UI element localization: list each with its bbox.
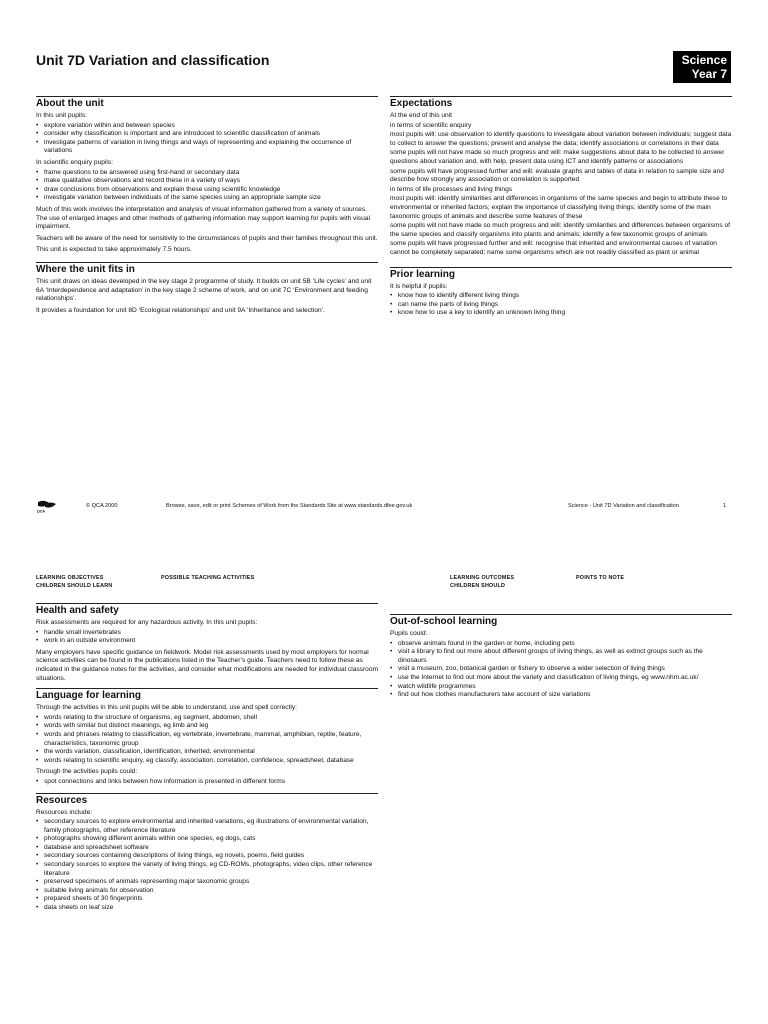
- left-column-page1: [36, 96, 378, 318]
- list-item: • work in an outside environment: [36, 637, 378, 646]
- section-rule: [36, 96, 378, 97]
- column-heading-activities: POSSIBLE TEACHING ACTIVITIES: [161, 575, 255, 581]
- expectation-item: some pupils will not have made so much progress and will: identify similarities and differences between organisms of the same species and classify organisms into plants and animals; identify a few taxonomic groups of animals: [390, 222, 730, 238]
- expectations-subheading: in terms of scientific enquiry: [390, 121, 472, 129]
- section-rule: [36, 262, 378, 263]
- list-item: • draw conclusions from observations and explain these using scientific knowledge: [36, 186, 378, 195]
- column-heading-objectives: [36, 574, 112, 590]
- about-paragraph: This unit is expected to take approximately 7.5 hours.: [36, 246, 192, 254]
- list-item: • can name the parts of living things: [390, 301, 732, 310]
- resources-list: [36, 818, 378, 913]
- expectation-item: some pupils will have progressed further and will: evaluate graphs and tables of data in relation to sample size and describe how strongly any association or correlation is supported: [390, 167, 724, 184]
- outofschool-intro: Pupils could:: [390, 630, 428, 637]
- language-heading: Language for learning: [36, 690, 142, 702]
- where-paragraph: This unit draws on ideas developed in the key stage 2 programme of study. It builds on unit 5B ‘Life cycles’ and unit 6A ‘Interdependence and adaptation’ in the key stage 2 scheme of work, and on unit 7C ‘Environment and feeding relationships’.: [36, 277, 372, 303]
- prior-intro: It is helpful if pupils:: [390, 282, 448, 290]
- health-heading: Health and safety: [36, 605, 119, 616]
- list-item: • investigate patterns of variation in living things and ways of representing and explaining the occurrence of variations: [36, 139, 378, 156]
- about-paragraph: Teachers will be aware of the need for sensitivity to the circumstances of pupils and their families throughout this unit.: [36, 234, 378, 242]
- where-paragraph: It provides a foundation for unit 8D ‘Ecological relationships’ and unit 9A ‘Inheritance and selection’.: [36, 306, 325, 314]
- section-rule: [390, 96, 732, 97]
- about-enquiry-list: [36, 169, 378, 203]
- list-item: • words relating to scientific enquiry, eg classify, association, correlation, confidence, spreadsheet, database: [36, 757, 378, 766]
- list-item: • preserved specimens of animals representing major taxonomic groups: [36, 878, 378, 887]
- list-item: • explore variation within and between species: [36, 122, 378, 131]
- health-list: [36, 629, 378, 646]
- section-rule: [390, 614, 732, 615]
- list-item: • words relating to the structure of organisms, eg segment, abdomen, shell: [36, 714, 378, 723]
- list-item: • observe animals found in the garden or home, including pets: [390, 640, 732, 649]
- column-heading-line: CHILDREN SHOULD LEARN: [36, 583, 113, 589]
- list-item: • words with similar but distinct meanings, eg limb and leg: [36, 722, 378, 731]
- about-intro: In this unit pupils:: [36, 112, 87, 119]
- page-footer: [36, 500, 732, 514]
- prior-heading: Prior learning: [390, 268, 456, 280]
- column-heading-line: LEARNING OBJECTIVES: [36, 575, 104, 581]
- where-heading: Where the unit fits in: [36, 263, 135, 275]
- list-item: • data sheets on leaf size: [36, 904, 378, 913]
- about-paragraph: Much of this work involves the interpretation and analysis of visual information gathered from a variety of sources. The use of enlarged images and other methods of gathering information may support learning for pupils with visual impairment.: [36, 205, 370, 231]
- expectation-item: most pupils will: use observation to identify questions to investigate about variation between individuals; suggest data to collect to answer the questions; present and analyse the data; identify associations or correlations in their data: [390, 131, 732, 147]
- list-item: • consider why classification is important and are introduced to scientific classification of animals: [36, 130, 378, 139]
- list-item: • suitable living animals for observation: [36, 887, 378, 896]
- health-paragraph: Many employers have specific guidance on fieldwork. Model risk assessments used by most employers for normal science activities can be found in the publications listed in the Teacher’s guide. Teachers need to follow these as indicated in the guidance notes for the activities, and consider what modifications are needed for individual classroom situations.: [36, 648, 378, 682]
- qca-logo-icon: [36, 500, 58, 513]
- expectation-item: most pupils will: identify similarities and differences in organisms of the same species and begin to attribute these to environmental or inherited factors; explain the importance of classifying living things; identify some of the main taxonomic groups of animals and describe some features of these: [390, 195, 728, 220]
- expectations-subheading: in terms of life processes and living things: [390, 185, 513, 193]
- page-title: Unit 7D Variation and classification: [36, 52, 270, 68]
- section-rule: [36, 688, 378, 689]
- list-item: • know how to identify different living things: [390, 292, 732, 301]
- svg-text:QCA: QCA: [37, 509, 45, 513]
- list-item: • words and phrases relating to classification, eg vertebrate, invertebrate, mammal, amphibian, reptile, feature, characteristics, taxonomic group: [36, 731, 378, 748]
- list-item: • database and spreadsheet software: [36, 844, 378, 853]
- footer-unit-title: Science - Unit 7D Variation and classification: [568, 503, 679, 509]
- language-intro: Through the activities in this unit pupils will be able to understand, use and spell correctly:: [36, 704, 297, 712]
- list-item: • use the Internet to find out more about the variety and classification of living things, eg www.nhm.ac.uk/: [390, 674, 732, 683]
- about-enquiry-intro: In scientific enquiry pupils:: [36, 158, 113, 166]
- prior-list: [390, 292, 732, 318]
- outofschool-heading: Out-of-school learning: [390, 616, 498, 627]
- section-rule: [390, 267, 732, 268]
- list-item: • watch wildlife programmes: [390, 683, 732, 692]
- list-item: • frame questions to be answered using first-hand or secondary data: [36, 169, 378, 178]
- expectation-item: some pupils will have progressed further and will: recognise that inherited and environmental causes of variation cannot be completely separated; name some organisms which are not readily classified as plant or animal: [390, 240, 717, 256]
- list-item: • investigate variation between individuals of the same species using an appropriate sample size: [36, 194, 378, 203]
- list-item: • secondary sources containing descriptions of living things, eg novels, poems, field guides: [36, 852, 378, 861]
- subject-badge: [673, 51, 731, 83]
- resources-intro: Resources include:: [36, 808, 93, 816]
- expectations-intro: At the end of this unit: [390, 112, 452, 119]
- right-column-page1: [390, 96, 732, 321]
- footer-page-number: 1: [723, 503, 727, 509]
- list-item: • secondary sources to explore the variety of living things, eg CD-ROMs, photographs, video clips, other reference literature: [36, 861, 378, 878]
- expectation-item: some pupils will not have made so much progress and will: make suggestions about data to be collected to answer questions about variation and, with help, present data using ICT and identify patterns or associations: [390, 149, 725, 165]
- column-heading-outcomes: [450, 574, 514, 590]
- column-heading-line: LEARNING OUTCOMES: [450, 575, 515, 581]
- language-intro2: Through the activities pupils could:: [36, 768, 138, 776]
- column-heading-points: POINTS TO NOTE: [576, 575, 625, 581]
- list-item: • the words variation, classification, identification, inherited, environmental: [36, 748, 378, 757]
- list-item: • know how to use a key to identify an unknown living thing: [390, 309, 732, 318]
- list-item: • prepared sheets of 30 fingerprints: [36, 895, 378, 904]
- column-heading-line: CHILDREN SHOULD: [450, 583, 506, 589]
- badge-subject: Science: [681, 53, 727, 67]
- health-intro: Risk assessments are required for any hazardous activity. In this unit pupils:: [36, 619, 258, 626]
- section-rule: [36, 793, 378, 794]
- language-list: [36, 714, 378, 766]
- footer-copyright: © QCA 2000: [86, 503, 118, 509]
- footer-browse-text: Browse, save, edit or print Schemes of Work from the Standards Site at www.standards.dfee.gov.uk: [166, 503, 413, 509]
- badge-year: Year 7: [691, 67, 727, 81]
- resources-heading: Resources: [36, 794, 88, 806]
- section-rule: [36, 603, 378, 604]
- list-item: • visit a museum, zoo, botanical garden or fishery to observe a wider selection of living things: [390, 665, 732, 674]
- language-list2: [36, 778, 378, 787]
- list-item: • find out how clothes manufacturers take account of size variations: [390, 691, 732, 700]
- right-column-page2: [390, 614, 732, 703]
- outofschool-list: [390, 640, 732, 700]
- list-item: • handle small invertebrates: [36, 629, 378, 638]
- list-item: • photographs showing different animals within one species, eg dogs, cats: [36, 835, 378, 844]
- list-item: • make qualitative observations and record these in a variety of ways: [36, 177, 378, 186]
- list-item: • spot connections and links between how information is presented in different forms: [36, 778, 378, 787]
- left-column-page2: [36, 603, 378, 916]
- list-item: • visit a library to find out more about different groups of living things, as well as extinct groups such as the dinosaurs: [390, 648, 732, 665]
- list-item: • secondary sources to explore environmental and inherited variations, eg illustrations of environmental variation, family photographs, other reference literature: [36, 818, 378, 835]
- about-list: [36, 122, 378, 156]
- about-heading: About the unit: [36, 98, 104, 109]
- expectations-heading: Expectations: [390, 98, 453, 109]
